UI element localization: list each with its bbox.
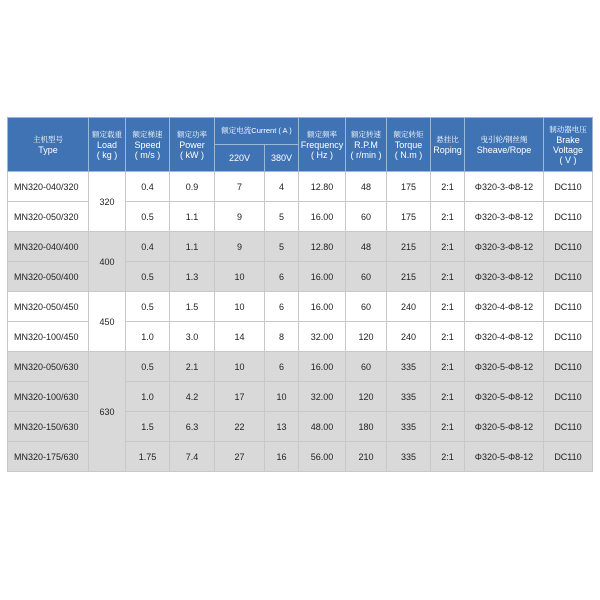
cell-type: MN320-100/630 bbox=[8, 382, 89, 412]
cell-current-380v: 10 bbox=[265, 382, 299, 412]
cell-speed: 0.4 bbox=[126, 232, 170, 262]
cell-speed: 0.5 bbox=[126, 202, 170, 232]
cell-roping: 2:1 bbox=[431, 322, 465, 352]
table-row bbox=[8, 352, 593, 382]
cell-current-220v: 9 bbox=[215, 202, 265, 232]
cell-brake: DC110 bbox=[544, 232, 593, 262]
cell-brake: DC110 bbox=[544, 172, 593, 202]
cell-brake: DC110 bbox=[544, 322, 593, 352]
cell-speed: 1.5 bbox=[126, 412, 170, 442]
cell-torque: 335 bbox=[387, 382, 431, 412]
cell-speed: 0.5 bbox=[126, 262, 170, 292]
cell-speed: 0.5 bbox=[126, 292, 170, 322]
cell-roping: 2:1 bbox=[431, 442, 465, 472]
cell-power: 1.3 bbox=[170, 262, 215, 292]
spec-table-body bbox=[8, 172, 593, 472]
header-roping: 悬挂比 Roping bbox=[431, 118, 465, 172]
cell-torque: 240 bbox=[387, 292, 431, 322]
cell-torque: 335 bbox=[387, 352, 431, 382]
cell-current-220v: 27 bbox=[215, 442, 265, 472]
header-sheave: 曳引轮/钢丝绳 Sheave/Rope bbox=[465, 118, 544, 172]
cell-brake: DC110 bbox=[544, 262, 593, 292]
table-row bbox=[8, 292, 593, 322]
cell-sheave: Φ320-5-Φ8-12 bbox=[465, 412, 544, 442]
cell-current-380v: 8 bbox=[265, 322, 299, 352]
cell-power: 4.2 bbox=[170, 382, 215, 412]
cell-sheave: Φ320-4-Φ8-12 bbox=[465, 292, 544, 322]
cell-type: MN320-050/450 bbox=[8, 292, 89, 322]
cell-frequency: 32.00 bbox=[299, 382, 346, 412]
cell-power: 1.1 bbox=[170, 202, 215, 232]
header-rpm: 额定转速 R.P.M ( r/min ) bbox=[346, 118, 387, 172]
cell-roping: 2:1 bbox=[431, 412, 465, 442]
cell-speed: 1.75 bbox=[126, 442, 170, 472]
cell-brake: DC110 bbox=[544, 202, 593, 232]
cell-current-220v: 10 bbox=[215, 352, 265, 382]
cell-power: 2.1 bbox=[170, 352, 215, 382]
cell-sheave: Φ320-3-Φ8-12 bbox=[465, 262, 544, 292]
cell-current-380v: 6 bbox=[265, 262, 299, 292]
cell-frequency: 16.00 bbox=[299, 292, 346, 322]
cell-speed: 0.4 bbox=[126, 172, 170, 202]
table-row bbox=[8, 232, 593, 262]
cell-type: MN320-050/320 bbox=[8, 202, 89, 232]
cell-torque: 335 bbox=[387, 412, 431, 442]
cell-frequency: 16.00 bbox=[299, 352, 346, 382]
cell-frequency: 12.80 bbox=[299, 232, 346, 262]
cell-brake: DC110 bbox=[544, 292, 593, 322]
cell-rpm: 60 bbox=[346, 262, 387, 292]
cell-brake: DC110 bbox=[544, 442, 593, 472]
cell-power: 1.5 bbox=[170, 292, 215, 322]
header-load: 额定载重 Load ( kg ) bbox=[89, 118, 126, 172]
cell-speed: 1.0 bbox=[126, 382, 170, 412]
cell-current-380v: 16 bbox=[265, 442, 299, 472]
cell-rpm: 180 bbox=[346, 412, 387, 442]
cell-current-220v: 10 bbox=[215, 292, 265, 322]
cell-torque: 240 bbox=[387, 322, 431, 352]
cell-torque: 175 bbox=[387, 202, 431, 232]
cell-current-220v: 17 bbox=[215, 382, 265, 412]
cell-load: 630 bbox=[89, 352, 126, 472]
cell-type: MN320-175/630 bbox=[8, 442, 89, 472]
cell-current-380v: 5 bbox=[265, 232, 299, 262]
cell-rpm: 120 bbox=[346, 322, 387, 352]
header-current: 额定电流Current ( A ) bbox=[215, 118, 299, 145]
cell-sheave: Φ320-5-Φ8-12 bbox=[465, 352, 544, 382]
header-type: 主机型号 Type bbox=[8, 118, 89, 172]
cell-roping: 2:1 bbox=[431, 262, 465, 292]
cell-frequency: 16.00 bbox=[299, 262, 346, 292]
cell-power: 0.9 bbox=[170, 172, 215, 202]
cell-power: 3.0 bbox=[170, 322, 215, 352]
cell-sheave: Φ320-4-Φ8-12 bbox=[465, 322, 544, 352]
cell-sheave: Φ320-3-Φ8-12 bbox=[465, 202, 544, 232]
cell-torque: 215 bbox=[387, 232, 431, 262]
cell-current-220v: 22 bbox=[215, 412, 265, 442]
cell-current-220v: 10 bbox=[215, 262, 265, 292]
header-current-380v: 380V bbox=[265, 145, 299, 172]
cell-power: 1.1 bbox=[170, 232, 215, 262]
cell-type: MN320-040/400 bbox=[8, 232, 89, 262]
spec-table bbox=[7, 117, 593, 472]
header-brake: 制动器电压 Brake Voltage ( V ) bbox=[544, 118, 593, 172]
cell-current-380v: 4 bbox=[265, 172, 299, 202]
cell-power: 6.3 bbox=[170, 412, 215, 442]
cell-type: MN320-150/630 bbox=[8, 412, 89, 442]
cell-current-220v: 14 bbox=[215, 322, 265, 352]
cell-frequency: 16.00 bbox=[299, 202, 346, 232]
cell-torque: 175 bbox=[387, 172, 431, 202]
cell-sheave: Φ320-3-Φ8-12 bbox=[465, 232, 544, 262]
cell-brake: DC110 bbox=[544, 382, 593, 412]
cell-load: 400 bbox=[89, 232, 126, 292]
header-speed: 额定梯速 Speed ( m/s ) bbox=[126, 118, 170, 172]
cell-roping: 2:1 bbox=[431, 172, 465, 202]
cell-rpm: 48 bbox=[346, 172, 387, 202]
cell-speed: 0.5 bbox=[126, 352, 170, 382]
cell-frequency: 12.80 bbox=[299, 172, 346, 202]
cell-current-380v: 6 bbox=[265, 292, 299, 322]
cell-rpm: 60 bbox=[346, 202, 387, 232]
cell-roping: 2:1 bbox=[431, 382, 465, 412]
cell-torque: 335 bbox=[387, 442, 431, 472]
cell-frequency: 56.00 bbox=[299, 442, 346, 472]
cell-type: MN320-100/450 bbox=[8, 322, 89, 352]
header-power: 额定功率 Power ( kW ) bbox=[170, 118, 215, 172]
cell-roping: 2:1 bbox=[431, 232, 465, 262]
header-current-220v: 220V bbox=[215, 145, 265, 172]
cell-frequency: 48.00 bbox=[299, 412, 346, 442]
header-frequency: 额定频率 Frequency ( Hz ) bbox=[299, 118, 346, 172]
cell-roping: 2:1 bbox=[431, 202, 465, 232]
cell-rpm: 120 bbox=[346, 382, 387, 412]
cell-current-220v: 9 bbox=[215, 232, 265, 262]
cell-rpm: 60 bbox=[346, 352, 387, 382]
cell-current-380v: 5 bbox=[265, 202, 299, 232]
cell-type: MN320-050/630 bbox=[8, 352, 89, 382]
cell-brake: DC110 bbox=[544, 412, 593, 442]
cell-roping: 2:1 bbox=[431, 292, 465, 322]
cell-current-380v: 6 bbox=[265, 352, 299, 382]
cell-current-220v: 7 bbox=[215, 172, 265, 202]
cell-type: MN320-040/320 bbox=[8, 172, 89, 202]
cell-rpm: 60 bbox=[346, 292, 387, 322]
cell-sheave: Φ320-3-Φ8-12 bbox=[465, 172, 544, 202]
cell-frequency: 32.00 bbox=[299, 322, 346, 352]
table-row bbox=[8, 172, 593, 202]
cell-load: 320 bbox=[89, 172, 126, 232]
cell-sheave: Φ320-5-Φ8-12 bbox=[465, 382, 544, 412]
cell-roping: 2:1 bbox=[431, 352, 465, 382]
cell-sheave: Φ320-5-Φ8-12 bbox=[465, 442, 544, 472]
cell-current-380v: 13 bbox=[265, 412, 299, 442]
cell-brake: DC110 bbox=[544, 352, 593, 382]
cell-rpm: 210 bbox=[346, 442, 387, 472]
cell-power: 7.4 bbox=[170, 442, 215, 472]
cell-speed: 1.0 bbox=[126, 322, 170, 352]
header-torque: 额定转矩 Torque ( N.m ) bbox=[387, 118, 431, 172]
cell-torque: 215 bbox=[387, 262, 431, 292]
cell-rpm: 48 bbox=[346, 232, 387, 262]
cell-load: 450 bbox=[89, 292, 126, 352]
cell-type: MN320-050/400 bbox=[8, 262, 89, 292]
